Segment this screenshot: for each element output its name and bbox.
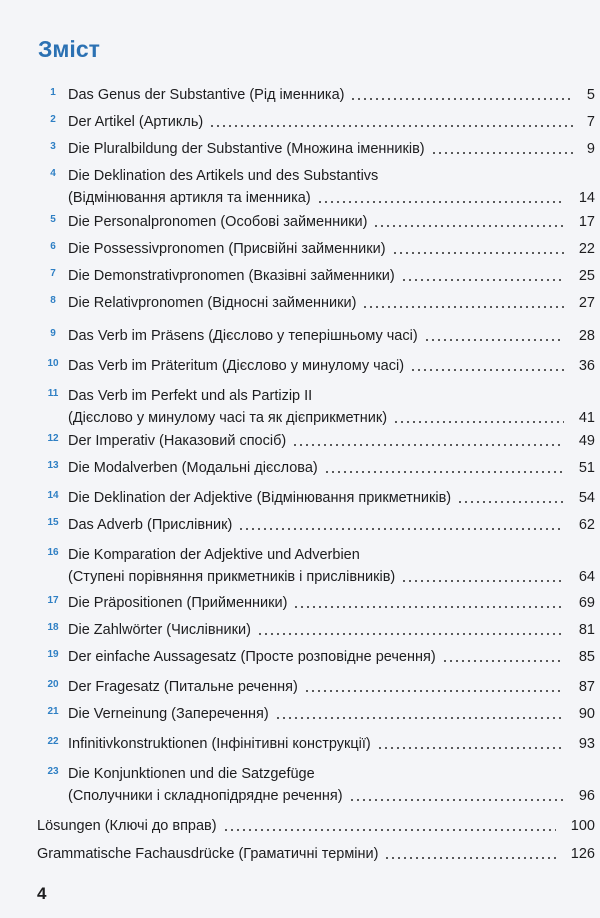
toc-entry-title: Die Personalpronomen (Особові займенники) <box>68 214 368 230</box>
toc-entry-number: 22 <box>47 736 59 747</box>
dot-leader <box>223 829 556 831</box>
toc-entry-title: Die Zahlwörter (Числівники) <box>68 622 251 638</box>
dot-leader <box>292 444 564 446</box>
dot-leader <box>373 225 564 227</box>
toc-entry-title: Die Verneinung (Заперечення) <box>68 706 269 722</box>
toc-entry-page: 22 <box>578 241 595 257</box>
toc-entry-page: 69 <box>578 595 595 611</box>
toc-entry-page: 28 <box>578 328 595 344</box>
dot-leader <box>238 528 564 530</box>
toc-entry-page: 41 <box>578 410 595 426</box>
toc-entry-number: 9 <box>50 328 56 339</box>
dot-leader <box>457 501 564 503</box>
toc-entry-title: (Дієслово у минулому часі та як дієприкметник) <box>68 410 388 426</box>
toc-entry-number: 19 <box>47 649 59 660</box>
dot-leader <box>324 471 564 473</box>
dot-leader <box>384 857 556 859</box>
toc-entry-title: Die Komparation der Adjektive und Adverbien <box>68 547 360 563</box>
toc-entry-title: Der einfache Aussagesatz (Просте розповідне речення) <box>68 649 436 665</box>
toc-entry-number: 15 <box>47 517 59 528</box>
toc-entry-page: 93 <box>578 736 595 752</box>
toc-entry-title: Infinitivkonstruktionen (Інфінітивні конструкції) <box>68 736 371 752</box>
toc-entry-title: Die Deklination des Artikels und des Substantivs <box>68 168 379 184</box>
toc-entry-title: Die Modalverben (Модальні дієслова) <box>68 460 318 476</box>
dot-leader <box>304 690 564 692</box>
toc-entry-title: Die Präpositionen (Прийменники) <box>68 595 288 611</box>
toc-entry-title: Das Verb im Präsens (Дієслово у теперішньому часі) <box>68 328 418 344</box>
toc-entry-number: 6 <box>50 241 56 252</box>
toc-entry-number: 4 <box>50 168 56 179</box>
toc-entry-number: 16 <box>47 547 59 558</box>
toc-entry-number: 11 <box>47 388 59 399</box>
toc-entry-number: 23 <box>47 766 59 777</box>
toc-entry-number: 1 <box>50 87 56 98</box>
dot-leader <box>209 125 573 127</box>
toc-entry-number: 3 <box>50 141 56 152</box>
toc-entry-page: 64 <box>578 569 595 585</box>
toc-entry-number: 21 <box>47 706 59 717</box>
toc-entry-title: (Відмінювання артикля та іменника) <box>68 190 311 206</box>
toc-entry-number: 12 <box>47 433 59 444</box>
dot-leader <box>257 633 564 635</box>
toc-entry-title: Grammatische Fachausdrücke (Граматичні терміни) <box>37 846 379 862</box>
dot-leader <box>442 660 564 662</box>
dot-leader <box>293 606 564 608</box>
toc-entry-number: 14 <box>47 490 59 501</box>
toc-entry-page: 126 <box>570 846 595 862</box>
toc-entry-page: 51 <box>578 460 595 476</box>
dot-leader <box>275 717 564 719</box>
toc-entry-number: 2 <box>50 114 56 125</box>
toc-entry-page: 9 <box>586 141 595 157</box>
toc-entry-page: 5 <box>586 87 595 103</box>
page-number: 4 <box>37 884 47 903</box>
toc-entry-page: 90 <box>578 706 595 722</box>
toc-entry-title: (Ступені порівняння прикметників і прислівників) <box>68 569 396 585</box>
toc-entry-page: 100 <box>570 818 595 834</box>
toc-entry-page: 7 <box>586 114 595 130</box>
toc-entry-title: Lösungen (Ключі до вправ) <box>37 818 217 834</box>
toc-entry-title: Das Genus der Substantive (Рід іменника) <box>68 87 345 103</box>
dot-leader <box>317 201 564 203</box>
toc-entry-page: 25 <box>578 268 595 284</box>
toc-entry-title: Der Artikel (Артикль) <box>68 114 204 130</box>
dot-leader <box>350 98 573 100</box>
toc-entry-number: 18 <box>47 622 59 633</box>
toc-entry-number: 8 <box>50 295 56 306</box>
toc-entry-page: 54 <box>578 490 595 506</box>
toc-entry-number: 20 <box>47 679 59 690</box>
toc-entry-page: 36 <box>578 358 595 374</box>
dot-leader <box>424 339 564 341</box>
dot-leader <box>393 421 564 423</box>
toc-entry-title: Das Verb im Präteritum (Дієслово у минулому часі) <box>68 358 405 374</box>
toc-entry-title: Das Adverb (Прислівник) <box>68 517 233 533</box>
toc-entry-page: 17 <box>578 214 595 230</box>
toc-entry-page: 85 <box>578 649 595 665</box>
toc-entry-title: Die Demonstrativpronomen (Вказівні займенники) <box>68 268 395 284</box>
page-title: Зміст <box>38 36 100 62</box>
dot-leader <box>410 369 564 371</box>
toc-entry-number: 5 <box>50 214 56 225</box>
dot-leader <box>377 747 564 749</box>
dot-leader <box>349 799 564 801</box>
toc-entry-title: Die Pluralbildung der Substantive (Множина іменників) <box>68 141 425 157</box>
toc-entry-page: 81 <box>578 622 595 638</box>
dot-leader <box>392 252 564 254</box>
dot-leader <box>362 306 564 308</box>
toc-entry-title: (Сполучники і складнопідрядне речення) <box>68 788 343 804</box>
toc-entry-page: 14 <box>578 190 595 206</box>
toc-entry-number: 7 <box>50 268 56 279</box>
toc-entry-page: 96 <box>578 788 595 804</box>
dot-leader <box>401 580 564 582</box>
dot-leader <box>401 279 564 281</box>
toc-entry-page: 62 <box>578 517 595 533</box>
toc-entry-number: 10 <box>47 358 59 369</box>
toc-entry-page: 87 <box>578 679 595 695</box>
toc-entry-title: Der Imperativ (Наказовий спосіб) <box>68 433 287 449</box>
toc-entry-title: Das Verb im Perfekt und als Partizip II <box>68 388 313 404</box>
toc-entry-page: 49 <box>578 433 595 449</box>
toc-entry-number: 13 <box>47 460 59 471</box>
toc-entry-title: Die Possessivpronomen (Присвійні займенники) <box>68 241 386 257</box>
toc-entry-title: Die Deklination der Adjektive (Відмінювання прикметників) <box>68 490 452 506</box>
toc-entry-title: Die Konjunktionen und die Satzgefüge <box>68 766 315 782</box>
toc-entry-number: 17 <box>47 595 59 606</box>
dot-leader <box>431 152 573 154</box>
toc-entry-page: 27 <box>578 295 595 311</box>
toc-entry-title: Die Relativpronomen (Відносні займенники) <box>68 295 357 311</box>
toc-entry-title: Der Fragesatz (Питальне речення) <box>68 679 298 695</box>
